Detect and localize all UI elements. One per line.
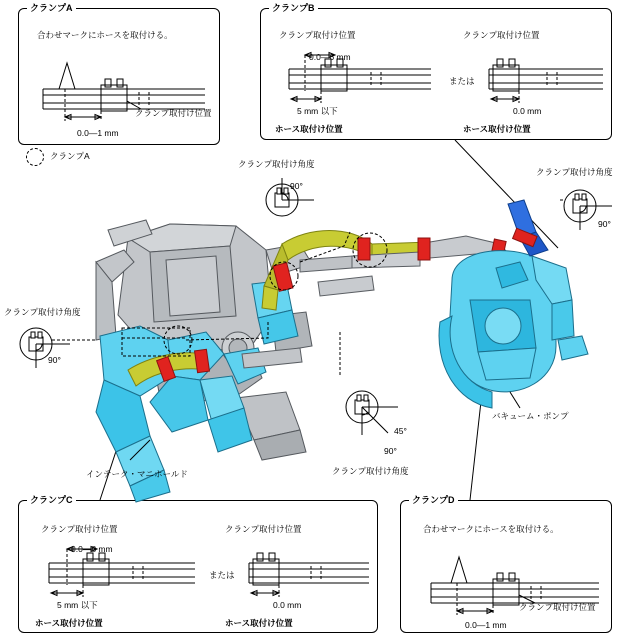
clamp-b-left-title: クランプ取付け位置: [279, 30, 356, 40]
clamp-c-left-dim2: 5 mm 以下: [57, 600, 98, 610]
angle-center-label: クランプ取付け角度: [332, 466, 409, 476]
clamp-b-right-dim: 0.0 mm: [513, 106, 542, 116]
clamp-c-right-drawing: [243, 541, 373, 605]
panel-clamp-a: [18, 3, 220, 145]
angle-right-label: クランプ取付け角度: [536, 167, 613, 177]
angle-left-icon: [14, 324, 74, 372]
panel-clamp-b: [260, 3, 612, 140]
part-label-intake: インテーク・マニホールド: [86, 469, 188, 479]
panel-clamp-d-title: クランプD: [409, 493, 458, 506]
angle-top-value: 90°: [290, 181, 303, 191]
clamp-c-left-bottom: ホース取付け位置: [35, 618, 103, 628]
clamp-b-left-bottom: ホース取付け位置: [275, 124, 343, 134]
clamp-b-right-drawing: [483, 47, 607, 111]
leader-vacuum: [510, 392, 520, 408]
angle-left-label: クランプ取付け角度: [4, 307, 81, 317]
clamp-b-left-dim: 0.0—6 mm: [309, 52, 351, 62]
clamp-c-left-title: クランプ取付け位置: [41, 524, 118, 534]
clamp-c-left-dim: 0.0—8 mm: [71, 544, 113, 554]
clamp-b-right-title: クランプ取付け位置: [463, 30, 540, 40]
clamp-a-dim-bottom: 0.0—1 mm: [77, 128, 119, 138]
clamp-c-right-bottom: ホース取付け位置: [225, 618, 293, 628]
panel-clamp-b-title: クランプB: [269, 1, 318, 14]
angle-right-value: 90°: [598, 219, 611, 229]
clamp-a-callout: クランプ取付け位置: [135, 108, 212, 118]
legend-clamp-a-label: クランプA: [50, 151, 90, 161]
clamp-c-or: または: [209, 570, 235, 580]
clamp-d-dim-bottom: 0.0—1 mm: [465, 620, 507, 630]
panel-clamp-d: [400, 495, 612, 633]
clamp-b-left-dim2: 5 mm 以下: [297, 106, 338, 116]
clamp-b-right-bottom: ホース取付け位置: [463, 124, 531, 134]
clamp-c-left-drawing: [33, 541, 199, 605]
clamp-d-callout: クランプ取付け位置: [519, 602, 596, 612]
clamp-c-right-title: クランプ取付け位置: [225, 524, 302, 534]
clamp-a-note: 合わせマークにホースを取付ける。: [37, 30, 173, 40]
angle-left-value: 90°: [48, 355, 61, 365]
clamp-b-or: または: [449, 76, 475, 86]
panel-clamp-c: [18, 495, 378, 633]
angle-center-value1: 45°: [394, 426, 407, 436]
panel-clamp-a-title: クランプA: [27, 1, 76, 14]
clamp-c-right-dim: 0.0 mm: [273, 600, 302, 610]
panel-clamp-c-title: クランプC: [27, 493, 76, 506]
angle-center-value2: 90°: [384, 446, 397, 456]
clamp-d-note: 合わせマークにホースを取付ける。: [423, 524, 559, 534]
clamp-b-left-drawing: [275, 47, 435, 111]
part-label-vacuum: バキューム・ポンプ: [492, 411, 569, 421]
angle-top-label: クランプ取付け角度: [238, 159, 315, 169]
leader-clamp-b: [455, 140, 558, 248]
